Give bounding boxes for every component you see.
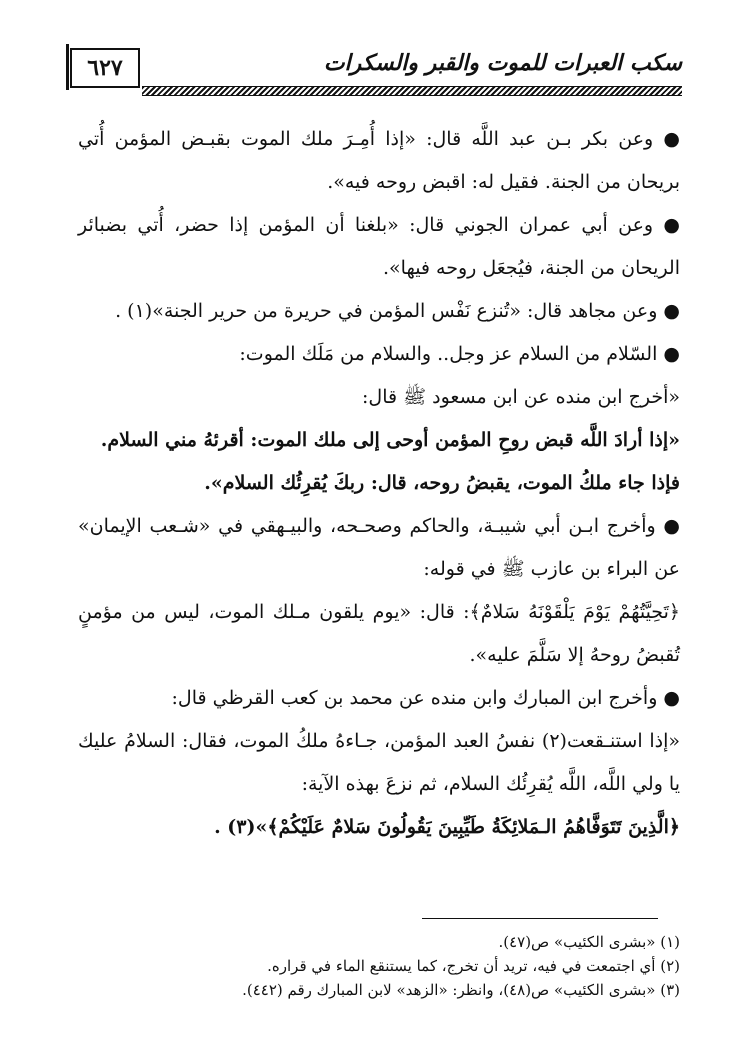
paragraph: ● وعن بكر بـن عبد اللَّه قال: «إذا أُمِـرَ ملك الموت بقبـض المؤمن أُتي بريحان من الجنة. فقيل له: اقبض روحه فيه».: [78, 128, 680, 193]
paragraph: ● وأخرج ابن المبارك وابن منده عن محمد بن كعب القرظي قال:: [171, 687, 680, 709]
footnote: (٣) «بشرى الكئيب» ص(٤٨)، وانظر: «الزهد» لابن المبارك رقم (٤٤٢).: [242, 981, 680, 999]
footnote-separator: [422, 918, 658, 919]
paragraph: «إذا استنـقعت(٢) نفسُ العبد المؤمن، جـاءهُ ملكُ الموت، فقال: السلامُ عليك يا ولي اللَّه، اللَّه يُقرِئُك السلام، ثم نزعَ بهذه الآية:: [78, 730, 680, 795]
paragraph: ● وعن أبي عمران الجوني قال: «بلغنا أن المؤمن إذا حضر، أُتي بضبائر الريحان من الجنة، فيُجعَل روحه فيها».: [78, 214, 680, 279]
paragraph: ● السّلام من السلام عز وجل.. والسلام من مَلَك الموت:: [239, 343, 680, 365]
footnotes: [90, 930, 680, 1002]
page-header: [70, 48, 682, 98]
main-text: [78, 118, 680, 849]
header-rule: [142, 86, 682, 96]
footnote: (٢) أي اجتمعت في فيه، تريد أن تخرج، كما يستنقع الماء في قراره.: [267, 957, 680, 975]
paragraph: ● وعن مجاهد قال: «تُنزع نَفْس المؤمن في حريرة من حرير الجنة»(١) .: [115, 300, 680, 322]
paragraph: ● وأخرج ابـن أبي شيبـة، والحاكم وصحـحه، والبيـهقي في «شـعب الإيمان» عن البراء بن عازب ﷺ في قوله:: [78, 515, 680, 580]
paragraph: ﴿الَّذِينَ تَتَوَفَّاهُمُ الـمَلائِكَةُ طَيِّبِينَ يَقُولُونَ سَلامٌ عَلَيْكُمْ﴾»(٣) .: [214, 816, 680, 838]
paragraph: فإذا جاء ملكُ الموت، يقبضُ روحه، قال: ربكَ يُقرِئُك السلام».: [204, 472, 680, 494]
paragraph: «إذا أرادَ اللَّه قبض روحِ المؤمن أوحى إلى ملك الموت: أقرئهُ مني السلام.: [100, 429, 680, 451]
paragraph: «أخرج ابن منده عن ابن مسعود ﷺ قال:: [362, 386, 680, 408]
page-title: سكب العبرات للموت والقبر والسكرات: [323, 50, 682, 76]
page-number-corner: [66, 44, 79, 90]
page-number: ٦٢٧: [70, 48, 140, 88]
paragraph: ﴿تَحِيَّتُهُمْ يَوْمَ يَلْقَوْنَهُ سَلامٌ﴾: قال: «يوم يلقون مـلك الموت، ليس من مؤمنٍ تُقبضُ روحهُ إلا سَلَّمَ عليه».: [78, 601, 680, 666]
footnote: (١) «بشرى الكئيب» ص(٤٧).: [498, 933, 680, 951]
